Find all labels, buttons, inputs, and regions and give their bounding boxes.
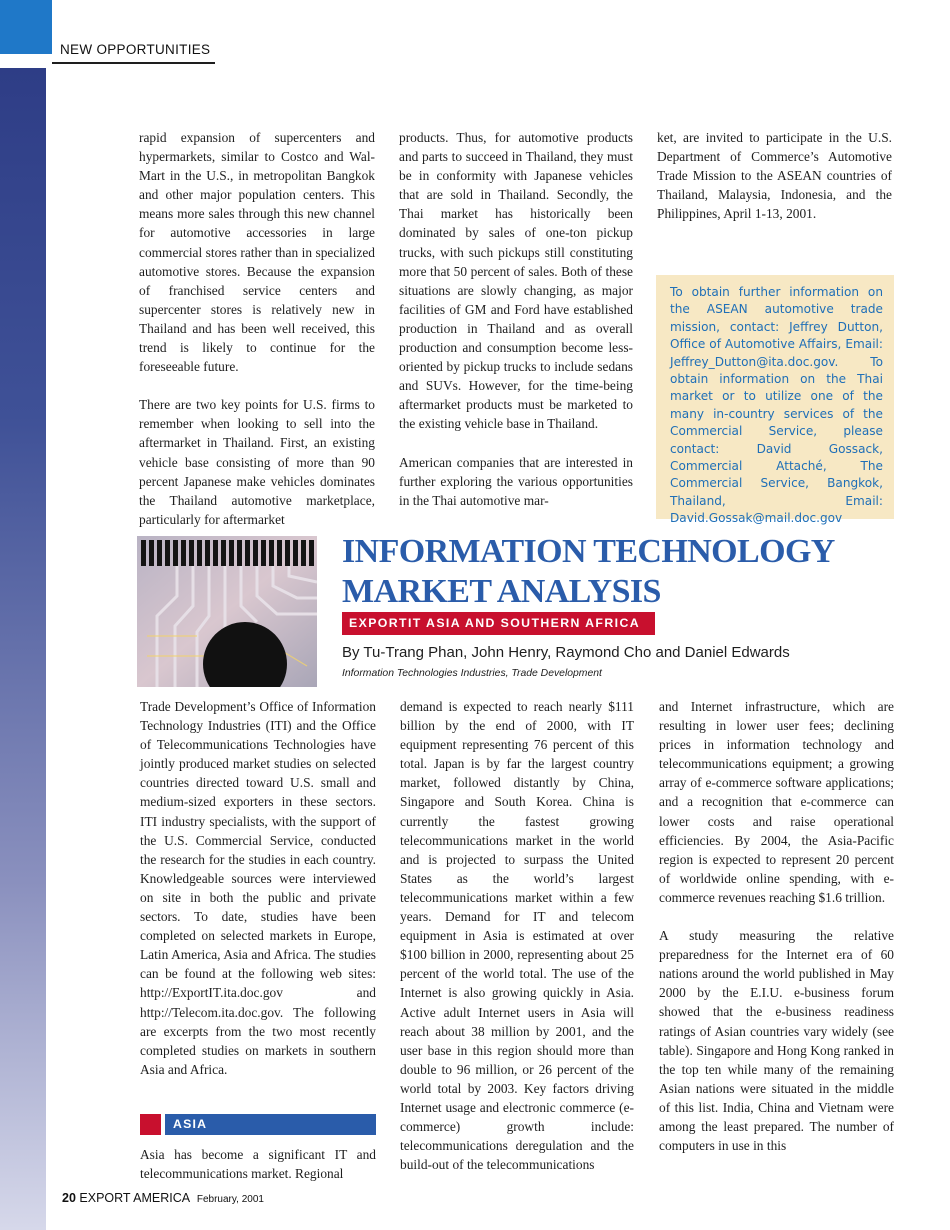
top-column-3 <box>657 128 892 242</box>
page-number: 20 <box>62 1191 76 1205</box>
paragraph: and Internet infrastructure, which are resulting in lower user fees; declining prices in information technology and telecommunications equipment; a growing array of e-commerce software applications; and a recognition that e-commerce can lower costs and raise operational efficiencies. By 2004, the Asia-Pacific region is expected to represent 20 percent of worldwide online spending, with e-commerce revenues reaching $1.6 trillion. <box>659 699 894 905</box>
paragraph: Trade Development’s Office of Information Technology Industries (ITI) and the Office of Telecommunications Technologies have jointly produced market studies on selected countries directed toward U.S. small and medium-sized exporters in these sectors. ITI industry specialists, with the support of the U.S. Commercial Service, conducted the research for the studies in each country. Knowledgeable sources were interviewed on site in both the public and private sectors. To date, studies have been completed on selected markets in Europe, Latin America, Asia and Africa. The studies can be found at the following web sites: http://ExportIT.ita.doc.gov and http://Telecom.ita.doc.gov. The following are excerpts from the two most recently completed studies on markets in southern Asia and Africa. <box>140 699 376 1077</box>
paragraph: American companies that are interested in further exploring the various opportunities in the Thai automotive mar- <box>399 454 633 508</box>
article-tag-bar <box>342 612 655 635</box>
paragraph: ket, are invited to participate in the U.S. Department of Commerce’s Automotive Trade Mission to the ASEAN countries of Thailand, Malaysia, Indonesia, and the Philippines, April 1-13, 2001. <box>657 130 892 222</box>
article-title-line-2: MARKET ANALYSIS <box>342 573 661 610</box>
top-column-1 <box>139 128 375 548</box>
heading-blue-bar <box>165 1114 376 1135</box>
byline: By Tu-Trang Phan, John Henry, Raymond Cho and Daniel Edwards <box>342 644 790 661</box>
asia-section-heading <box>140 1114 376 1135</box>
publication-name: EXPORT AMERICA <box>79 1191 190 1205</box>
article-title-line-1: INFORMATION TECHNOLOGY <box>342 533 835 570</box>
paragraph: demand is expected to reach nearly $111 billion by the end of 2000, with IT equipment representing 76 percent of this total. Japan is by far the largest country market, followed distantly by China, Singapore and South Korea. China is currently the fastest growing telecommunications market in the world and is projected to surpass the United States as the world’s largest telecommunications market within a few years. Demand for IT and telecom equipment in Asia is estimated at over $100 billion in 2000, representing about 25 percent of the world total. The use of the Internet is also growing quickly in Asia. Active adult Internet users in Asia will reach about 38 million by 2001, and the user base in this region should more than double to 96 million, or 26 percent of the world total by 2003. Key factors driving Internet usage and electronic commerce (e-commerce) growth include: telecommunications deregulation and the build-out of the telecommunications <box>400 699 634 1173</box>
paragraph: products. Thus, for automotive products and parts to succeed in Thailand, they must be in conformity with Japanese vehicles that are sold in Thailand. Secondly, the Thai market has historically been dominated by sales of one-ton pickup trucks, with such pickups still constituting more that 50 percent of sales. Both of these situations are slowly changing, as major facilities of GM and Ford have established production in Thailand and as overall production and consumption become less-oriented by pickup trucks to include sedans and SUVs. However, for the time-being aftermarket products must be marketed to the existing vehicle base in Thailand. <box>399 130 633 432</box>
section-tab-marker <box>0 0 52 54</box>
paragraph: There are two key points for U.S. firms to remember when looking to sell into the aftermarket in Thailand. First, an existing vehicle base consisting of more than 90 percent Japanese make vehicles dominates the Thailand automotive marketplace, particularly for aftermarket <box>139 397 375 527</box>
heading-red-square <box>140 1114 161 1135</box>
affiliation: Information Technologies Industries, Trade Development <box>342 668 602 679</box>
article-title <box>342 532 835 612</box>
paragraph: rapid expansion of supercenters and hypermarkets, similar to Costco and Wal-Mart in the U.S., in metropolitan Bangkok and other major population centers. This means more sales through this new channel for automotive accessories in large commercial stores rather than in specialized automotive stores. Because the expansion of franchised service centers and supercenter stores is relatively new in Thailand and has been well received, this trend is likely to continue for the foreseeable future. <box>139 130 375 375</box>
section-rule <box>52 62 215 64</box>
asia-heading-text: ASIA <box>173 1117 208 1131</box>
article-column-2 <box>400 697 634 1193</box>
decorative-side-bar <box>0 68 46 1230</box>
paragraph: A study measuring the relative preparedness for the Internet era of 60 nations around the world published in May 2000 by the E.I.U. e-business forum showed that the e-business readiness ratings of Asian countries vary widely (see table). Singapore and Hong Kong ranked in the top ten while many of the remaining Asian nations were situated in the middle of this list. India, China and Vietnam were among the least prepared. The number of computers in use in this <box>659 928 894 1154</box>
top-column-2 <box>399 128 633 529</box>
section-label: NEW OPPORTUNITIES <box>60 42 211 57</box>
article-tag: EXPORTIT ASIA AND SOUTHERN AFRICA <box>349 616 641 630</box>
article-column-1 <box>140 697 376 1098</box>
paragraph: Asia has become a significant IT and telecommunications market. Regional <box>140 1147 376 1182</box>
contact-sidebar: To obtain further information on the ASEAN automotive trade mission, contact: Jeffrey Dutton, Office of Automotive Affairs, Email: Jeffrey_Dutton@ita.doc.gov. To obtain information on the Thai market or to utilize one of the many in-country services of the Commercial Service, please contact: David Gossack, Commercial Attaché, The Commercial Service, Bangkok, Thailand, Email: David.Gossak@mail.doc.gov <box>656 275 894 519</box>
article-column-3 <box>659 697 894 1174</box>
issue-date: February, 2001 <box>196 1194 264 1205</box>
circuit-chip-image <box>137 536 317 687</box>
page-footer <box>62 1191 264 1205</box>
